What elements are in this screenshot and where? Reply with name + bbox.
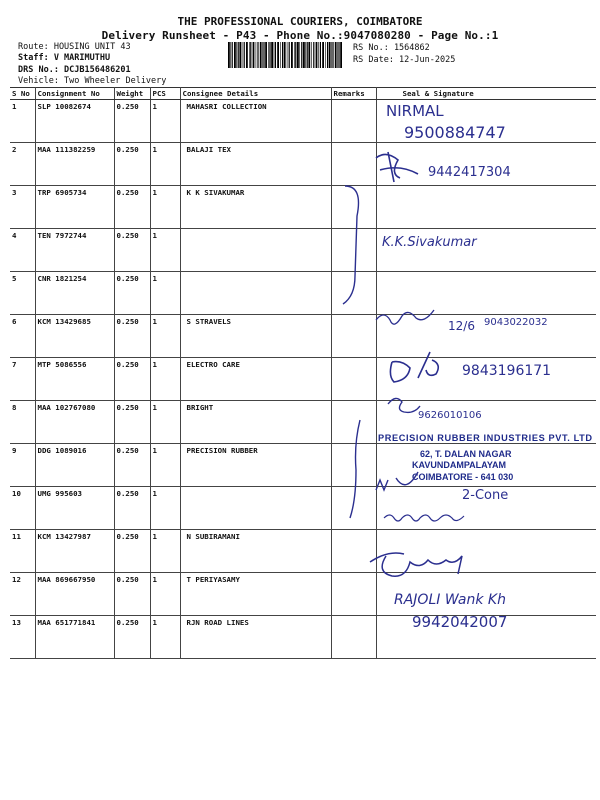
cell-consignment: MTP 5086556 [35,358,114,401]
cell-weight: 0.250 [114,229,150,272]
cell-pcs: 1 [150,315,180,358]
cell-signature [376,229,596,272]
cell-sno: 4 [10,229,35,272]
route-label: Route: HOUSING UNIT 43 [18,42,131,52]
cell-consignee: BALAJI TEX [180,143,331,186]
table-row [10,315,596,358]
cell-consignment: DDG 1089016 [35,444,114,487]
cell-pcs: 1 [150,616,180,659]
rs-number: RS No.: 1564862 [353,43,430,53]
table-header-row [10,88,596,100]
cell-weight: 0.250 [114,315,150,358]
col-remarks: Remarks [331,88,376,100]
table-row [10,358,596,401]
cell-weight: 0.250 [114,143,150,186]
company-stamp-line: PRECISION RUBBER INDUSTRIES PVT. LTD [378,433,592,443]
table-row [10,616,596,659]
cell-remarks [331,573,376,616]
cell-consignment: SLP 10082674 [35,100,114,143]
cell-sno: 3 [10,186,35,229]
col-sno: S No [10,88,35,100]
staff-label: Staff: V MARIMUTHU [18,53,111,63]
cell-sno: 6 [10,315,35,358]
cell-pcs: 1 [150,487,180,530]
cell-consignment: MAA 869667950 [35,573,114,616]
cell-consignee: RJN ROAD LINES [180,616,331,659]
cell-signature [376,401,596,444]
table-row [10,401,596,444]
cell-signature [376,444,596,487]
cell-pcs: 1 [150,358,180,401]
cell-consignment: TEN 7972744 [35,229,114,272]
cell-consignee: N SUBIRAMANI [180,530,331,573]
cell-pcs: 1 [150,573,180,616]
handwritten-name: RAJOLI Wank Kh [394,592,506,608]
rs-date: RS Date: 12-Jun-2025 [353,55,456,65]
cell-consignee: K K SIVAKUMAR [180,186,331,229]
cell-pcs: 1 [150,143,180,186]
cell-remarks [331,229,376,272]
col-consignee: Consignee Details [180,88,331,100]
cell-consignment: MAA 651771841 [35,616,114,659]
cell-remarks [331,100,376,143]
cell-weight: 0.250 [114,616,150,659]
cell-signature [376,573,596,616]
table-row [10,444,596,487]
handwritten-name: K.K.Sivakumar [382,235,477,250]
handwritten-phone: 9942042007 [412,613,508,631]
handwritten-phone: 9500884747 [404,123,506,142]
col-consignment: Consignment No [35,88,114,100]
cell-weight: 0.250 [114,487,150,530]
cell-pcs: 1 [150,100,180,143]
cell-consignment: MAA 111382259 [35,143,114,186]
cell-sno: 1 [10,100,35,143]
handwritten-phone: 9442417304 [428,165,511,180]
cell-consignee: T PERIYASAMY [180,573,331,616]
cell-signature [376,530,596,573]
cell-sno: 10 [10,487,35,530]
table-row [10,530,596,573]
cell-remarks [331,186,376,229]
cell-pcs: 1 [150,444,180,487]
cell-weight: 0.250 [114,358,150,401]
cell-weight: 0.250 [114,401,150,444]
cell-consignment: KCM 13429685 [35,315,114,358]
cell-pcs: 1 [150,186,180,229]
cell-consignee: BRIGHT [180,401,331,444]
handwritten-name: NIRMAL [386,102,444,120]
cell-sno: 12 [10,573,35,616]
cell-signature [376,616,596,659]
cell-consignee [180,487,331,530]
runsheet-table [10,87,596,659]
cell-remarks [331,143,376,186]
handwritten-note: 12/6 [448,319,475,333]
cell-consignee: S STRAVELS [180,315,331,358]
cell-pcs: 1 [150,401,180,444]
cell-weight: 0.250 [114,272,150,315]
cell-remarks [331,401,376,444]
cell-consignee: ELECTRO CARE [180,358,331,401]
cell-signature [376,143,596,186]
company-stamp-line: 62, T. DALAN NAGAR [420,449,512,459]
company-stamp-line: KAVUNDAMPALAYAM [412,460,507,470]
handwritten-phone: 9843196171 [462,363,552,379]
cell-sno: 13 [10,616,35,659]
table-row [10,573,596,616]
handwritten-phone: 9043022032 [484,317,548,328]
cell-remarks [331,272,376,315]
cell-remarks [331,487,376,530]
handwritten-phone: 9626010106 [418,410,482,421]
cell-sno: 5 [10,272,35,315]
cell-signature [376,100,596,143]
handwritten-note: 2-Cone [462,488,509,503]
cell-remarks [331,315,376,358]
company-stamp-line: COIMBATORE - 641 030 [412,472,514,482]
col-weight: Weight [114,88,150,100]
cell-pcs: 1 [150,530,180,573]
table-row [10,143,596,186]
cell-signature [376,272,596,315]
cell-sno: 11 [10,530,35,573]
cell-signature [376,315,596,358]
cell-consignment: MAA 102767080 [35,401,114,444]
cell-remarks [331,530,376,573]
cell-weight: 0.250 [114,573,150,616]
table-row [10,186,596,229]
runsheet-title: Delivery Runsheet - P43 - Phone No.:9047080280 - Page No.:1 [101,29,499,42]
cell-remarks [331,444,376,487]
table-row [10,272,596,315]
company-title: THE PROFESSIONAL COURIERS, COIMBATORE [177,15,423,28]
cell-pcs: 1 [150,272,180,315]
cell-signature [376,487,596,530]
cell-consignment: UMG 995603 [35,487,114,530]
cell-sno: 7 [10,358,35,401]
cell-consignee [180,229,331,272]
cell-consignment: TRP 6905734 [35,186,114,229]
cell-consignment: CNR 1821254 [35,272,114,315]
cell-sno: 2 [10,143,35,186]
table-row [10,229,596,272]
barcode [228,42,344,68]
cell-weight: 0.250 [114,100,150,143]
table-row [10,487,596,530]
cell-remarks [331,358,376,401]
cell-sno: 8 [10,401,35,444]
cell-remarks [331,616,376,659]
col-pcs: PCS [150,88,180,100]
table-row [10,100,596,143]
cell-signature [376,358,596,401]
col-seal-signature: Seal & Signature [376,88,596,100]
cell-consignment: KCM 13427987 [35,530,114,573]
drs-number: DRS No.: DCJB156486201 [18,65,131,75]
cell-pcs: 1 [150,229,180,272]
cell-weight: 0.250 [114,530,150,573]
cell-weight: 0.250 [114,186,150,229]
cell-signature [376,186,596,229]
cell-sno: 9 [10,444,35,487]
vehicle-label: Vehicle: Two Wheeler Delivery [18,76,167,86]
cell-consignee [180,272,331,315]
cell-consignee: PRECISION RUBBER [180,444,331,487]
cell-consignee: MAHASRI COLLECTION [180,100,331,143]
cell-weight: 0.250 [114,444,150,487]
